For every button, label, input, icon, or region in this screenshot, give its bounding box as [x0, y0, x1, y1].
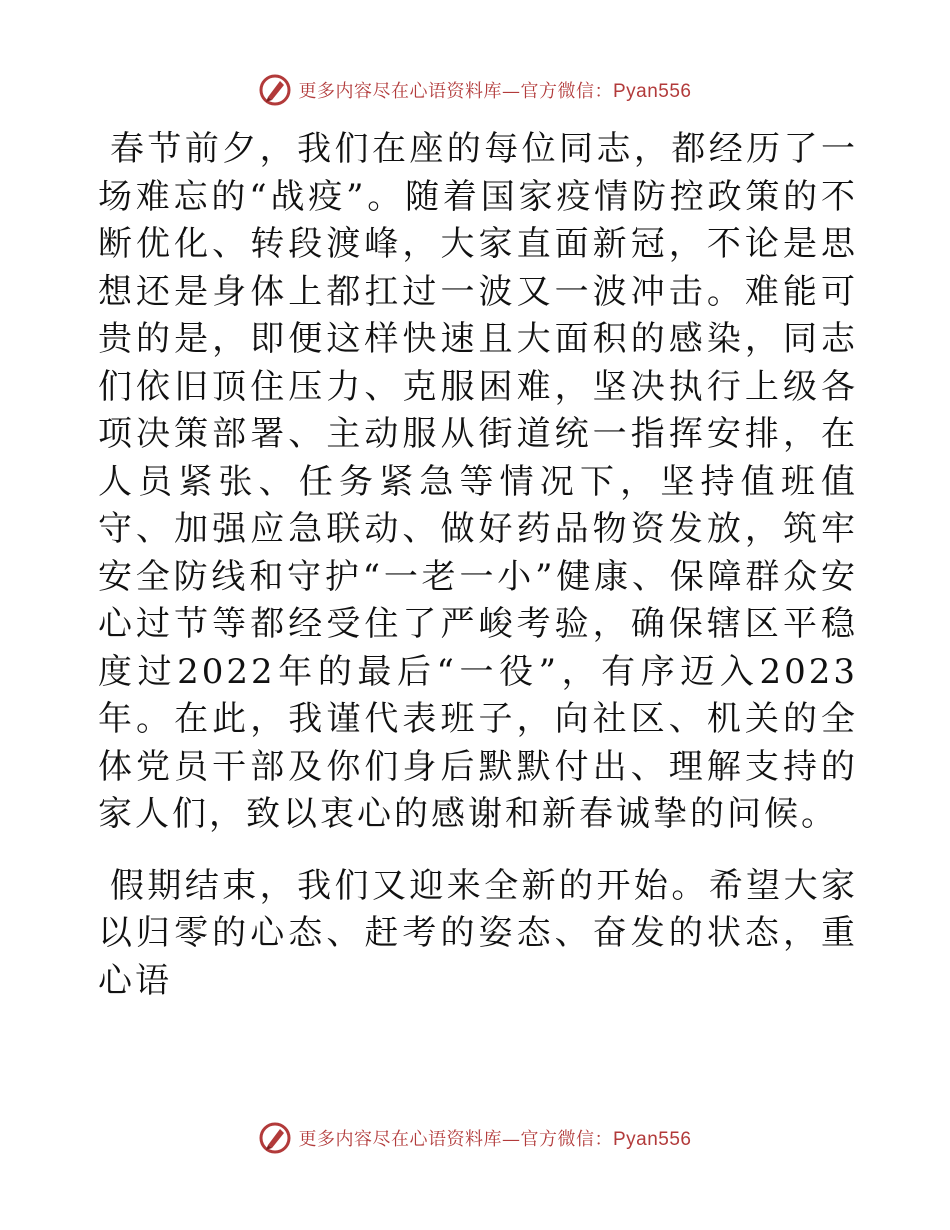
pen-logo-icon [258, 73, 292, 107]
footer-banner-label: 更多内容尽在心语资料库—官方微信： [298, 1129, 613, 1150]
pen-logo-icon [258, 1121, 292, 1155]
footer-banner-code: Pyan556 [612, 1129, 692, 1150]
paragraph-1: 春节前夕，我们在座的每位同志，都经历了一场难忘的“战疫”。随着国家疫情防控政策的不断优化、转段渡峰，大家直面新冠，不论是思想还是身体上都扛过一波又一波冲击。难能可贵的是，即便这样快速且大面积的感染，同志们依旧顶住压力、克服困难，坚决执行上级各项决策部署、主动服从街道统一指挥安排，在人员紧张、任务紧急等情况下，坚持值班值守、加强应急联动、做好药品物资发放，筑牢安全防线和守护“一老一小”健康、保障群众安心过节等都经受住了严峻考验，确保辖区平稳度过2022年的最后“一役”，有序迈入2023年。在此，我谨代表班子，向社区、机关的全体党员干部及你们身后默默付出、理解支持的家人们，致以衷心的感谢和新春诚挚的问候。 [98, 129, 858, 834]
footer-watermark [0, 1118, 950, 1158]
header-banner-text [298, 77, 691, 103]
footer-banner-text [298, 1125, 691, 1151]
document-body [98, 126, 858, 1005]
header-banner-label: 更多内容尽在心语资料库—官方微信： [298, 81, 613, 102]
header-banner-code: Pyan556 [612, 81, 692, 102]
paragraph-2: 假期结束，我们又迎来全新的开始。希望大家以归零的心态、赶考的姿态、奋发的状态，重心语 [98, 865, 858, 1001]
header-watermark [0, 70, 950, 110]
